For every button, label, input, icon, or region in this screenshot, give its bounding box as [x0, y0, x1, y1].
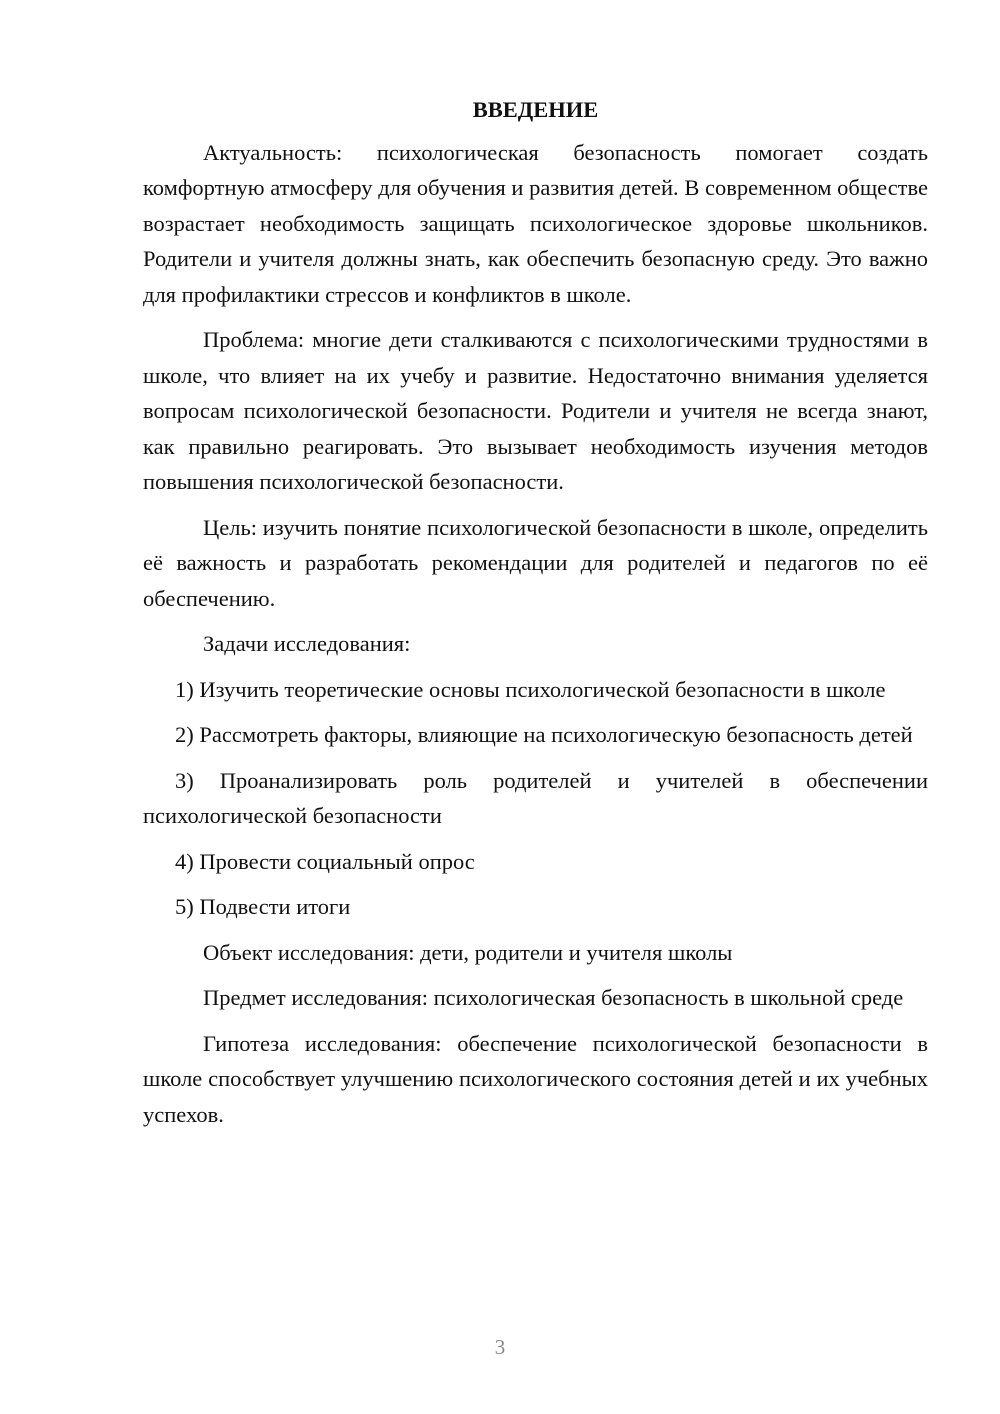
tasks-title: Задачи исследования:: [203, 631, 411, 656]
relevance-paragraph: Актуальность: психологическая безопасность помогает создать комфортную атмосферу для обучения и развития детей. В современном обществе возрастает необходимость защищать психологическое здоровье школьников. Родители и учителя должны знать, как обеспечить безопасную среду. Это важно для профилактики стрессов и конфликтов в школе.: [143, 139, 928, 307]
page-content: [143, 92, 928, 1142]
goal-paragraph: Цель: изучить понятие психологической безопасности в школе, определить её важность и разработать рекомендации для родителей и педагогов по её обеспечению.: [143, 514, 928, 611]
problem-paragraph: Проблема: многие дети сталкиваются с психологическими трудностями в школе, что влияет на их учебу и развитие. Недостаточно внимания уделяется вопросам психологической безопасности. Родители и учителя не всегда знают, как правильно реагировать. Это вызывает необходимость изучения методов повышения психологической безопасности.: [143, 327, 928, 494]
page-number: 3: [494, 1335, 506, 1359]
page-heading: ВВЕДЕНИЕ: [472, 97, 599, 122]
hypothesis-paragraph: Гипотеза исследования: обеспечение психологической безопасности в школе способствует улучшению психологического состояния детей и их учебных успехов.: [143, 1030, 928, 1127]
task-item-3: 3) Проанализировать роль родителей и учителей в обеспечении психологической безопасности: [143, 767, 928, 828]
task-item-5: 5) Подвести итоги: [175, 894, 351, 919]
task-item-1: 1) Изучить теоретические основы психологической безопасности в школе: [175, 676, 886, 702]
task-item-4: 4) Провести социальный опрос: [175, 848, 475, 874]
subject-paragraph: Предмет исследования: психологическая безопасность в школьной среде: [203, 985, 904, 1010]
task-item-2: 2) Рассмотреть факторы, влияющие на психологическую безопасность детей: [175, 722, 913, 747]
object-paragraph: Объект исследования: дети, родители и учителя школы: [203, 939, 733, 965]
